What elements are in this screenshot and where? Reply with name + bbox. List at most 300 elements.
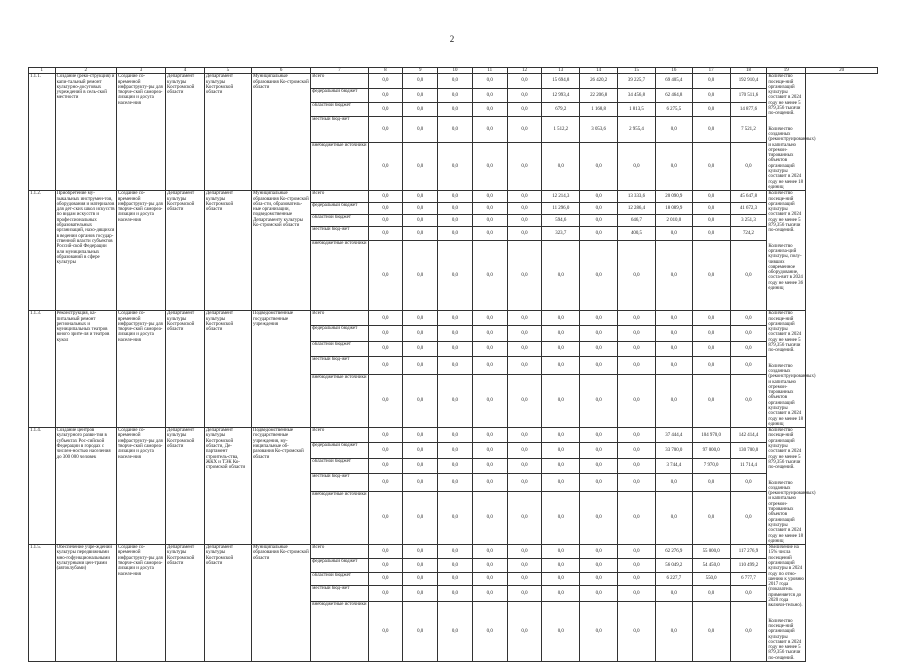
funding-value: 0,0	[368, 215, 403, 227]
funding-value: 0,0	[472, 545, 507, 559]
column-number: 16	[655, 68, 692, 74]
activity-name: Реконструкция, ка-питальный ремонт региональных и муниципальных театров юного зрите-ля и театров кукол	[55, 311, 116, 428]
funding-value: 0,0	[692, 143, 730, 191]
funding-value: 18 089,9	[655, 203, 692, 215]
funding-value: 0,0	[368, 473, 403, 491]
funding-value: 0,0	[730, 473, 767, 491]
responsible-executor: Департамент культуры Костромской области	[166, 74, 205, 191]
funding-value: 0,0	[692, 602, 730, 662]
funding-value: 0,0	[618, 326, 656, 341]
funding-value: 0,0	[730, 341, 767, 356]
funding-value: 6 227,7	[655, 572, 692, 586]
funding-source: местный бюд-жет	[311, 356, 368, 374]
activity-name: Обеспечение учре-ждений культуры передвижными мно-гофункциональными культурными цен-трами (автоклубами)	[55, 545, 116, 662]
result-indicator: Количество организа-ций культуры, полу-чивших современное оборудование, соста-вит в 2024 году не менее 36 единиц	[768, 243, 804, 291]
funding-value: 0,0	[692, 241, 730, 311]
funding-value: 11 714,4	[730, 458, 767, 473]
activity-goal: Создание со-временной инфраструкту-ры для творче-ской самореа-лизации и досуга населе-ния	[116, 545, 165, 662]
funding-value: 0,0	[730, 311, 767, 326]
funding-value: 0,0	[438, 102, 473, 116]
funding-value: 0,0	[368, 227, 403, 241]
funding-value: 0,0	[368, 191, 403, 203]
funding-value: 0,0	[368, 143, 403, 191]
funding-value: 0,0	[403, 311, 438, 326]
column-number: 6	[251, 68, 310, 74]
co-executor: Департамент культуры Костромской области	[204, 191, 251, 311]
funding-value: 0,0	[368, 458, 403, 473]
funding-value: 34 456,8	[618, 88, 656, 102]
funding-value: 3 251,3	[730, 215, 767, 227]
funding-value: 0,0	[472, 311, 507, 326]
funding-value: 0,0	[542, 491, 580, 544]
funding-value: 2 955,4	[618, 117, 656, 143]
funding-value: 0,0	[507, 88, 542, 102]
funding-value: 0,0	[730, 356, 767, 374]
column-number: 5	[204, 68, 251, 74]
activity-id: 1.1.4.	[29, 428, 56, 545]
funding-value: 0,0	[580, 326, 618, 341]
funding-value: 0,0	[368, 374, 403, 427]
funding-value: 0,0	[368, 586, 403, 602]
funding-value: 0,0	[542, 311, 580, 326]
funding-value: 0,0	[368, 341, 403, 356]
funding-value: 0,0	[438, 491, 473, 544]
funding-value: 45 647,8	[730, 191, 767, 203]
funding-value: 55 000,0	[692, 545, 730, 559]
funding-value: 0,0	[618, 356, 656, 374]
funding-value: 0,0	[542, 602, 580, 662]
funding-value: 12 286,4	[618, 203, 656, 215]
funding-value: 0,0	[692, 311, 730, 326]
funding-value: 0,0	[507, 191, 542, 203]
funding-line-row	[29, 428, 878, 443]
funding-value: 646,7	[618, 215, 656, 227]
activity-id: 1.1.2.	[29, 191, 56, 311]
funding-value: 0,0	[507, 428, 542, 443]
funding-value: 0,0	[472, 572, 507, 586]
funding-value: 0,0	[507, 586, 542, 602]
funding-value: 0,0	[472, 88, 507, 102]
funding-value: 0,0	[368, 356, 403, 374]
funding-value: 0,0	[438, 326, 473, 341]
funding-value: 1 813,5	[618, 102, 656, 116]
funding-value: 0,0	[580, 311, 618, 326]
funding-source: областной бюджет	[311, 458, 368, 473]
funding-value: 0,0	[472, 117, 507, 143]
funding-source: внебюджетные источники	[311, 491, 368, 544]
result-indicator: Количество посеще-ний организаций культуры составит в 2024 году не менее 5 879,356 тысячи по-сещений.	[768, 311, 802, 354]
funding-value: 0,0	[368, 117, 403, 143]
column-number: 2	[55, 68, 116, 74]
funding-value: 0,0	[618, 428, 656, 443]
funding-value: 117 276,9	[730, 545, 767, 559]
funding-value: 0,0	[507, 117, 542, 143]
funding-value: 0,0	[730, 326, 767, 341]
funding-value: 0,0	[507, 74, 542, 88]
funding-value: 0,0	[655, 491, 692, 544]
participants: Муниципальные образования Ко-стромской области	[251, 545, 310, 662]
funding-value: 3 744,4	[655, 458, 692, 473]
funding-value: 0,0	[542, 143, 580, 191]
funding-value: 0,0	[438, 558, 473, 572]
funding-value: 0,0	[403, 215, 438, 227]
funding-value: 0,0	[507, 326, 542, 341]
funding-value: 1 168,8	[580, 102, 618, 116]
funding-value: 0,0	[507, 203, 542, 215]
participants: Муниципальные образования Ко-стромской обла-сти, образователь-ные организации, подведомственные Департаменту культуры Ко-стромской области	[251, 191, 310, 311]
funding-value: 0,0	[403, 545, 438, 559]
expected-results	[767, 74, 816, 191]
funding-value: 0,0	[403, 473, 438, 491]
funding-value: 0,0	[403, 602, 438, 662]
funding-value: 0,0	[542, 458, 580, 473]
funding-value: 0,0	[618, 473, 656, 491]
funding-value: 0,0	[472, 558, 507, 572]
funding-value: 0,0	[580, 558, 618, 572]
responsible-executor: Департамент культуры Костромской области	[166, 311, 205, 428]
funding-value: 724,2	[730, 227, 767, 241]
funding-value: 0,0	[472, 203, 507, 215]
funding-value: 0,0	[730, 586, 767, 602]
result-indicator: Количество созданных (реконструированных) и капитально отремон-тированных объектов организаций культуры составит в 2024 году не менее 18 единиц	[768, 126, 816, 190]
funding-value: 0,0	[618, 241, 656, 311]
funding-value: 0,0	[368, 241, 403, 311]
funding-value: 0,0	[368, 74, 403, 88]
funding-value: 0,0	[618, 545, 656, 559]
funding-value: 0,0	[692, 88, 730, 102]
funding-value: 0,0	[438, 473, 473, 491]
column-number: 3	[116, 68, 165, 74]
funding-value: 0,0	[730, 374, 767, 427]
result-indicator: Количество посеще-ний организаций культуры составит в 2024 году не менее 5 879,356 тысячи по-сещений.	[768, 618, 802, 661]
funding-value: 0,0	[692, 215, 730, 227]
funding-source: областной бюджет	[311, 215, 368, 227]
activity-name: Приобретение му-зыкальных инструмен-тов, оборудования и материалов для дет-ских школ искусств по видам искусств и профессиональных образовательных организаций, нахо-дящихся в ведении органов государ-ственной власти субъектов Россий-ской Федерации или муниципальных образований в сфере культуры	[55, 191, 116, 311]
funding-value: 0,0	[403, 341, 438, 356]
funding-value: 0,0	[507, 473, 542, 491]
funding-value: 0,0	[580, 443, 618, 458]
funding-value: 594,6	[542, 215, 580, 227]
funding-source: областной бюджет	[311, 341, 368, 356]
funding-value: 0,0	[618, 374, 656, 427]
funding-value: 0,0	[692, 102, 730, 116]
funding-value: 0,0	[618, 443, 656, 458]
funding-value: 0,0	[472, 74, 507, 88]
funding-value: 69 405,4	[655, 74, 692, 88]
funding-value: 0,0	[472, 227, 507, 241]
funding-value: 0,0	[368, 88, 403, 102]
funding-value: 0,0	[542, 428, 580, 443]
funding-value: 0,0	[368, 443, 403, 458]
funding-value: 0,0	[438, 341, 473, 356]
funding-source: внебюджетные источники	[311, 143, 368, 191]
funding-value: 0,0	[655, 241, 692, 311]
funding-source: областной бюджет	[311, 102, 368, 116]
funding-source: федеральный бюджет	[311, 88, 368, 102]
funding-value: 0,0	[472, 428, 507, 443]
funding-value: 110 499,2	[730, 558, 767, 572]
funding-value: 0,0	[507, 443, 542, 458]
funding-value: 0,0	[368, 602, 403, 662]
funding-value: 0,0	[618, 572, 656, 586]
funding-value: 0,0	[403, 458, 438, 473]
funding-value: 0,0	[542, 586, 580, 602]
funding-value: 0,0	[580, 491, 618, 544]
expected-results	[767, 191, 806, 311]
responsible-executor: Департамент культуры Костромской области	[166, 428, 205, 545]
funding-value: 0,0	[403, 558, 438, 572]
funding-value: 0,0	[692, 191, 730, 203]
participants: Подведомственные государственные учреждения	[251, 311, 310, 428]
funding-value: 0,0	[368, 203, 403, 215]
funding-value: 0,0	[507, 572, 542, 586]
funding-value: 0,0	[507, 458, 542, 473]
funding-value: 0,0	[507, 558, 542, 572]
funding-value: 2 010,0	[655, 215, 692, 227]
column-number: 10	[438, 68, 473, 74]
funding-value: 6 275,5	[655, 102, 692, 116]
funding-value: 0,0	[655, 602, 692, 662]
funding-value: 0,0	[472, 443, 507, 458]
column-number: 1	[29, 68, 56, 74]
co-executor: Департамент культуры Костромской области, Де-партамент строитель-ства, ЖКХ и ТЭК Ко-стромской области	[204, 428, 251, 545]
funding-value: 0,0	[618, 491, 656, 544]
funding-value: 0,0	[438, 203, 473, 215]
funding-value: 0,0	[580, 458, 618, 473]
funding-value: 0,0	[692, 356, 730, 374]
funding-value: 0,0	[580, 143, 618, 191]
funding-value: 0,0	[507, 143, 542, 191]
funding-value: 0,0	[368, 428, 403, 443]
funding-value: 0,0	[472, 241, 507, 311]
funding-value: 104 970,0	[692, 428, 730, 443]
funding-value: 0,0	[618, 558, 656, 572]
funding-line-row	[29, 74, 878, 88]
funding-value: 0,0	[542, 473, 580, 491]
funding-source: федеральный бюджет	[311, 203, 368, 215]
column-number: 13	[542, 68, 580, 74]
funding-value: 0,0	[368, 558, 403, 572]
funding-value: 0,0	[403, 428, 438, 443]
funding-value: 0,0	[655, 117, 692, 143]
column-number: 8	[368, 68, 403, 74]
funding-value: 0,0	[368, 311, 403, 326]
funding-value: 0,0	[403, 191, 438, 203]
activity-id: 1.1.3.	[29, 311, 56, 428]
funding-value: 130 700,0	[730, 443, 767, 458]
funding-value: 0,0	[368, 491, 403, 544]
funding-value: 0,0	[403, 88, 438, 102]
funding-value: 0,0	[507, 602, 542, 662]
funding-value: 0,0	[403, 356, 438, 374]
funding-value: 323,7	[542, 227, 580, 241]
funding-value: 0,0	[655, 473, 692, 491]
funding-value: 0,0	[368, 545, 403, 559]
funding-source: федеральный бюджет	[311, 558, 368, 572]
funding-value: 0,0	[403, 586, 438, 602]
funding-value: 0,0	[472, 602, 507, 662]
funding-value: 0,0	[580, 341, 618, 356]
funding-value: 192 910,4	[730, 74, 767, 88]
funding-value: 11 296,0	[542, 203, 580, 215]
funding-value: 0,0	[472, 326, 507, 341]
funding-value: 550,0	[692, 572, 730, 586]
funding-value: 0,0	[580, 203, 618, 215]
funding-value: 0,0	[438, 458, 473, 473]
funding-value: 33 700,0	[655, 443, 692, 458]
funding-value: 62 464,8	[655, 88, 692, 102]
column-number: 20	[806, 68, 878, 74]
funding-value: 20 090,9	[655, 191, 692, 203]
funding-source: внебюджетные источники	[311, 602, 368, 662]
funding-value: 97 000,0	[692, 443, 730, 458]
funding-value: 0,0	[438, 545, 473, 559]
funding-value: 0,0	[692, 341, 730, 356]
funding-value: 0,0	[472, 473, 507, 491]
funding-value: 0,0	[438, 572, 473, 586]
funding-value: 0,0	[542, 443, 580, 458]
funding-value: 0,0	[472, 102, 507, 116]
funding-source: Всего	[311, 428, 368, 443]
funding-value: 0,0	[403, 117, 438, 143]
funding-value: 0,0	[655, 143, 692, 191]
funding-source: федеральный бюджет	[311, 443, 368, 458]
funding-value: 15 694,8	[542, 74, 580, 88]
funding-value: 0,0	[730, 491, 767, 544]
funding-value: 0,0	[368, 326, 403, 341]
activity-goal: Создание со-временной инфраструкту-ры для творче-ской самореа-лизации и досуга населе-ния	[116, 191, 165, 311]
funding-value: 0,0	[438, 428, 473, 443]
funding-value: 0,0	[472, 143, 507, 191]
funding-value: 0,0	[580, 215, 618, 227]
funding-line-row	[29, 311, 878, 326]
column-number: 11	[472, 68, 507, 74]
result-indicator: Количество посеще-ний организаций культуры составит в 2024 году не менее 5 879,356 тысячи по-сещений.	[768, 428, 802, 471]
funding-value: 0,0	[692, 203, 730, 215]
funding-value: 0,0	[507, 356, 542, 374]
column-number: 4	[166, 68, 205, 74]
funding-value: 12 214,3	[542, 191, 580, 203]
funding-value: 0,0	[472, 215, 507, 227]
activity-name: Создание (реко-струкция) и капи-тальный ремонт культурно-досуговых учреждений в сель-ской местности	[55, 74, 116, 191]
funding-value: 0,0	[403, 102, 438, 116]
funding-value: 0,0	[438, 311, 473, 326]
expected-results	[767, 311, 816, 428]
funding-value: 0,0	[507, 241, 542, 311]
funding-value: 7 521,2	[730, 117, 767, 143]
funding-value: 0,0	[730, 241, 767, 311]
funding-value: 0,0	[542, 356, 580, 374]
participants: Муниципальные образования Ко-стромской области	[251, 74, 310, 191]
column-number: 18	[730, 68, 767, 74]
funding-value: 0,0	[542, 326, 580, 341]
participants: Подведомственные государственные учреждения, му-ниципальные об-разования Ко-стромской области	[251, 428, 310, 545]
result-indicator: Количество созданных (реконструированных) и капитально отремон-тированных объектов организаций культуры составит в 2024 году не менее 18 единиц	[768, 363, 816, 427]
funding-value: 0,0	[403, 74, 438, 88]
result-indicator: Количество посеще-ний организаций культуры составит в 2024 году не менее 5 879,356 тысячи по-сещений.	[768, 74, 802, 117]
funding-value: 0,0	[438, 374, 473, 427]
funding-value: 0,0	[580, 586, 618, 602]
funding-value: 0,0	[403, 227, 438, 241]
column-number: 7	[311, 68, 368, 74]
funding-value: 22 206,8	[580, 88, 618, 102]
funding-source: внебюджетные источники	[311, 241, 368, 311]
funding-value: 0,0	[542, 241, 580, 311]
funding-value: 0,0	[403, 241, 438, 311]
funding-line-row	[29, 191, 878, 203]
funding-value: 0,0	[580, 428, 618, 443]
funding-value: 0,0	[580, 227, 618, 241]
funding-value: 0,0	[472, 356, 507, 374]
funding-value: 0,0	[507, 545, 542, 559]
funding-value: 37 444,4	[655, 428, 692, 443]
funding-value: 0,0	[730, 143, 767, 191]
funding-source: федеральный бюджет	[311, 326, 368, 341]
funding-value: 0,0	[542, 374, 580, 427]
funding-value: 0,0	[403, 143, 438, 191]
funding-value: 0,0	[618, 458, 656, 473]
funding-value: 0,0	[403, 572, 438, 586]
funding-value: 0,0	[438, 143, 473, 191]
funding-source: внебюджетные источники	[311, 374, 368, 427]
funding-value: 26 420,2	[580, 74, 618, 88]
funding-value: 0,0	[692, 117, 730, 143]
funding-value: 0,0	[507, 491, 542, 544]
funding-value: 0,0	[403, 374, 438, 427]
funding-value: 170 511,6	[730, 88, 767, 102]
funding-value: 142 414,4	[730, 428, 767, 443]
activity-id: 1.1.1.	[29, 74, 56, 191]
result-indicator: Количество посеще-ний организаций культуры составит в 2024 году не менее 5 879,356 тысячи по-сещений.	[768, 191, 802, 234]
funding-value: 0,0	[542, 341, 580, 356]
funding-value: 0,0	[692, 326, 730, 341]
funding-value: 0,0	[507, 311, 542, 326]
funding-value: 0,0	[438, 586, 473, 602]
funding-value: 0,0	[580, 473, 618, 491]
funding-value: 13 333,6	[618, 191, 656, 203]
activity-name: Создание центров культурного разви-тия в субъектах Рос-сийской Федерации в городах с числен-ностью населения до 300 000 человек	[55, 428, 116, 545]
funding-value: 0,0	[368, 572, 403, 586]
column-number: 19	[767, 68, 806, 74]
column-number: 17	[692, 68, 730, 74]
funding-value: 41 672,3	[730, 203, 767, 215]
page-number: 2	[449, 34, 455, 44]
funding-value: 0,0	[472, 374, 507, 427]
funding-value: 0,0	[438, 117, 473, 143]
funding-value: 0,0	[692, 586, 730, 602]
funding-value: 0,0	[580, 602, 618, 662]
column-number: 14	[580, 68, 618, 74]
funding-value: 0,0	[507, 374, 542, 427]
program-activities-table	[28, 67, 878, 662]
funding-value: 0,0	[618, 311, 656, 326]
funding-value: 39 225,7	[618, 74, 656, 88]
funding-value: 0,0	[472, 586, 507, 602]
funding-value: 0,0	[438, 227, 473, 241]
funding-value: 0,0	[655, 326, 692, 341]
result-indicator: Количество созданных (реконструированных) и капитально отремон-тированных объектов организаций культуры составит в 2024 году не менее 18 единиц	[768, 480, 816, 544]
funding-value: 0,0	[580, 241, 618, 311]
co-executor: Департамент культуры Костромской области	[204, 545, 251, 662]
expected-results	[767, 428, 816, 545]
funding-value: 0,0	[580, 374, 618, 427]
funding-value: 0,0	[438, 88, 473, 102]
funding-value: 0,0	[438, 191, 473, 203]
funding-value: 0,0	[655, 341, 692, 356]
funding-value: 0,0	[580, 572, 618, 586]
funding-value: 0,0	[692, 491, 730, 544]
funding-value: 0,0	[692, 374, 730, 427]
